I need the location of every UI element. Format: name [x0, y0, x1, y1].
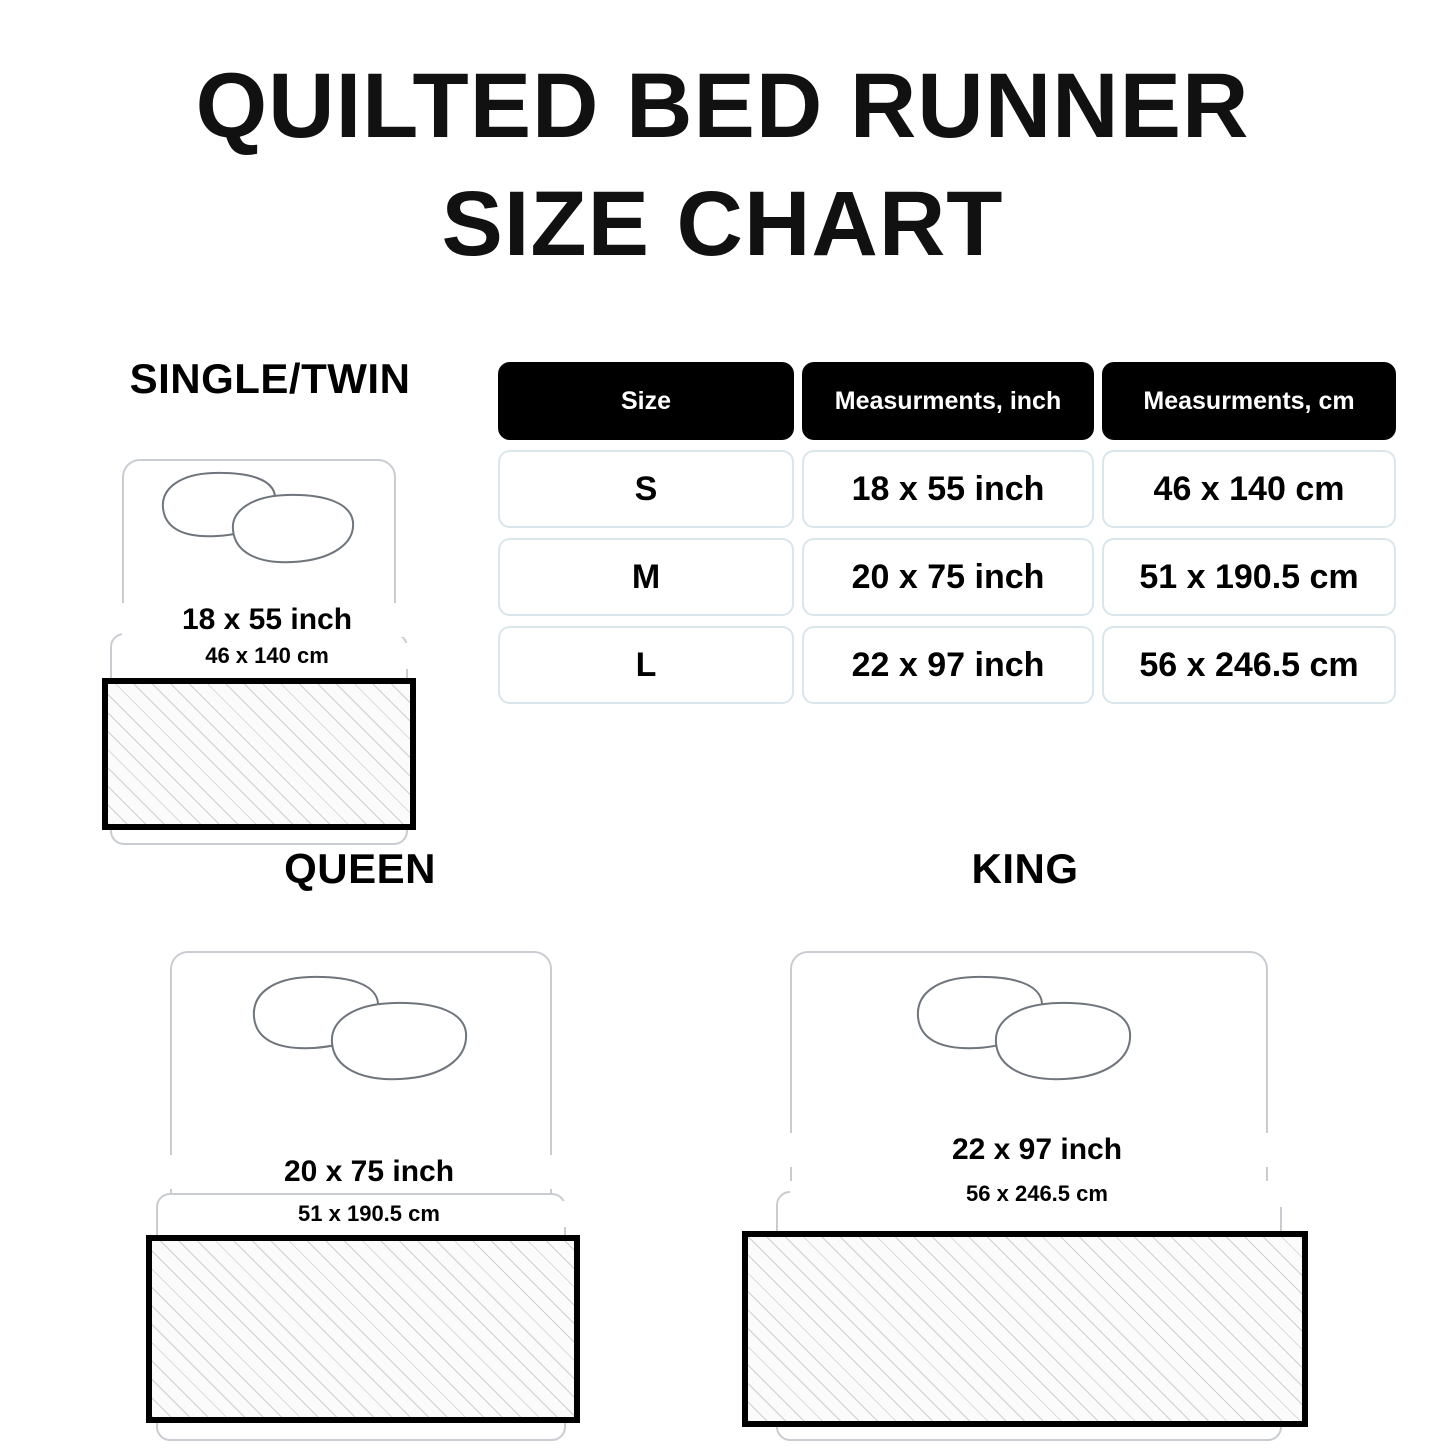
bed-label-king: KING: [971, 845, 1079, 892]
table-header-inch: Measurments, inch: [802, 362, 1094, 440]
bed-runner-king: [742, 1231, 1308, 1427]
page-title-line-1: QUILTED BED RUNNER: [195, 55, 1250, 157]
table-cell-cm: 56 x 246.5 cm: [1102, 626, 1396, 704]
bed-runner-queen: [146, 1235, 580, 1423]
page-title-line-2: SIZE CHART: [441, 172, 1004, 275]
dimension-inch-single-twin: 18 x 55 inch: [122, 603, 412, 637]
table-row: [498, 626, 1396, 704]
table-cell-inch: 18 x 55 inch: [802, 450, 1094, 528]
table-cell-inch: 22 x 97 inch: [802, 626, 1094, 704]
bed-panel-king: [760, 845, 1290, 1453]
dimension-cm-king: 56 x 246.5 cm: [790, 1181, 1284, 1207]
page-title: [0, 0, 1445, 284]
dimension-cm-single-twin: 46 x 140 cm: [122, 643, 412, 669]
dimension-inch-queen: 20 x 75 inch: [170, 1155, 568, 1189]
table-cell-cm: 46 x 140 cm: [1102, 450, 1396, 528]
table-header-size: Size: [498, 362, 794, 440]
bed-illustration-queen: [140, 893, 580, 1453]
bed-runner-single-twin: [102, 678, 416, 830]
pillow-icon: [246, 971, 496, 1111]
table-row: [498, 450, 1396, 528]
bed-illustration-single-twin: [60, 403, 480, 823]
dimension-inch-king: 22 x 97 inch: [790, 1133, 1284, 1167]
dimension-cm-queen: 51 x 190.5 cm: [170, 1201, 568, 1227]
bed-label-queen: QUEEN: [284, 845, 436, 892]
size-table: [498, 362, 1396, 704]
bed-panel-single-twin: [60, 355, 480, 823]
pillow-icon: [910, 971, 1160, 1111]
bed-illustration-king: [760, 893, 1290, 1453]
table-cell-size: S: [498, 450, 794, 528]
table-cell-size: M: [498, 538, 794, 616]
table-cell-cm: 51 x 190.5 cm: [1102, 538, 1396, 616]
table-row: [498, 538, 1396, 616]
bed-label-single-twin: SINGLE/TWIN: [129, 355, 411, 402]
table-header-row: [498, 362, 1396, 440]
pillow-icon: [155, 468, 385, 588]
table-cell-inch: 20 x 75 inch: [802, 538, 1094, 616]
bed-panel-queen: [140, 845, 580, 1453]
table-header-cm: Measurments, cm: [1102, 362, 1396, 440]
table-cell-size: L: [498, 626, 794, 704]
